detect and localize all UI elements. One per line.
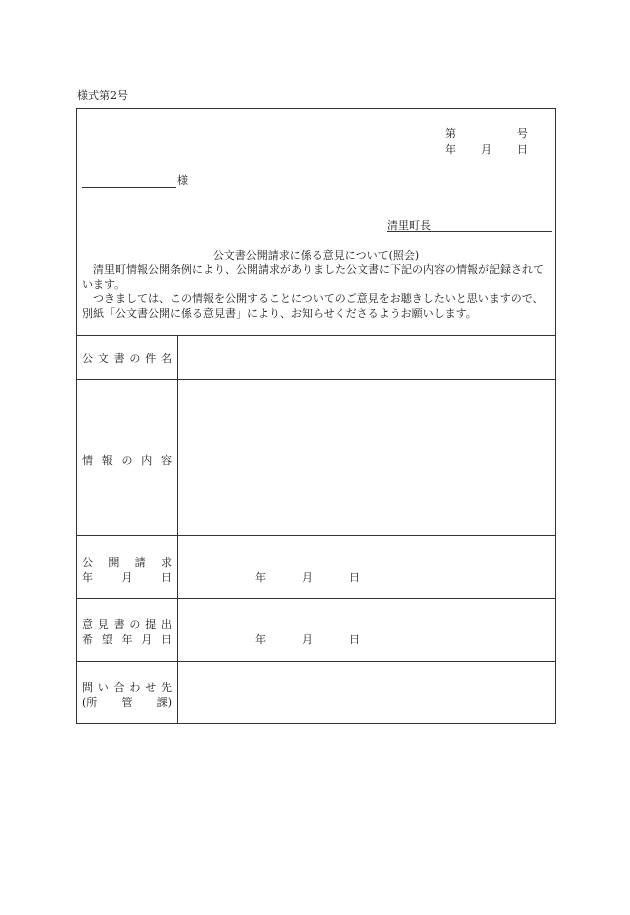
form-number: 様式第2号 (77, 89, 128, 102)
notice-subject: 公文書公開請求に係る意見について(照会) (212, 249, 420, 262)
contact-label-line1: 問 い 合 わ せ 先 (82, 681, 172, 694)
opinion-date-label-line2: 希 望 年 月 日 (82, 633, 172, 646)
issue-year: 年 (445, 143, 456, 156)
row-opinion-date (77, 599, 555, 662)
row-info-content (77, 380, 555, 536)
notice-header (77, 109, 555, 336)
request-day: 日 (349, 571, 360, 584)
number-suffix: 号 (517, 127, 528, 140)
request-date-label-line2: 年 月 日 (82, 571, 172, 584)
label-cell-contact (77, 662, 178, 723)
contact-label-line2: (所 管 課) (82, 696, 172, 709)
row-request-date (77, 536, 555, 599)
opinion-year: 年 (255, 633, 266, 646)
request-month: 月 (302, 571, 313, 584)
addressee-blank-line (82, 175, 176, 188)
issue-month: 月 (481, 143, 492, 156)
label-cell-opinion-date (77, 599, 178, 661)
form-frame (76, 108, 556, 724)
label-cell-request-date (77, 536, 178, 598)
request-date-label-line1: 公 開 請 求 (82, 556, 172, 569)
document-name-label: 公 文 書 の 件 名 (82, 352, 172, 365)
notice-paragraph-2: つきましては、この情報を公開することについてのご意見をお聴きしたいと思いますので、別紙「公文書公開に係る意見書」により、お知らせくださるようお願いします。 (82, 292, 544, 320)
opinion-month: 月 (302, 633, 313, 646)
sender-name: 清里町長 (387, 219, 431, 232)
opinion-day: 日 (349, 633, 360, 646)
row-document-name (77, 335, 555, 380)
label-cell-info-content (77, 380, 178, 535)
label-cell-document-name (77, 335, 178, 379)
info-content-label: 情 報 の 内 容 (82, 454, 172, 467)
sender (387, 217, 552, 232)
notice-body (82, 263, 552, 321)
notice-paragraph-1: 清里町情報公開条例により、公開請求がありました公文書に下記の内容の情報が記録されています。 (82, 263, 544, 291)
number-prefix: 第 (445, 127, 456, 140)
request-year: 年 (255, 571, 266, 584)
addressee-suffix: 様 (177, 174, 188, 187)
issue-day: 日 (517, 143, 528, 156)
row-contact (77, 662, 555, 723)
opinion-date-label-line1: 意 見 書 の 提 出 (82, 618, 172, 631)
addressee (82, 172, 188, 188)
